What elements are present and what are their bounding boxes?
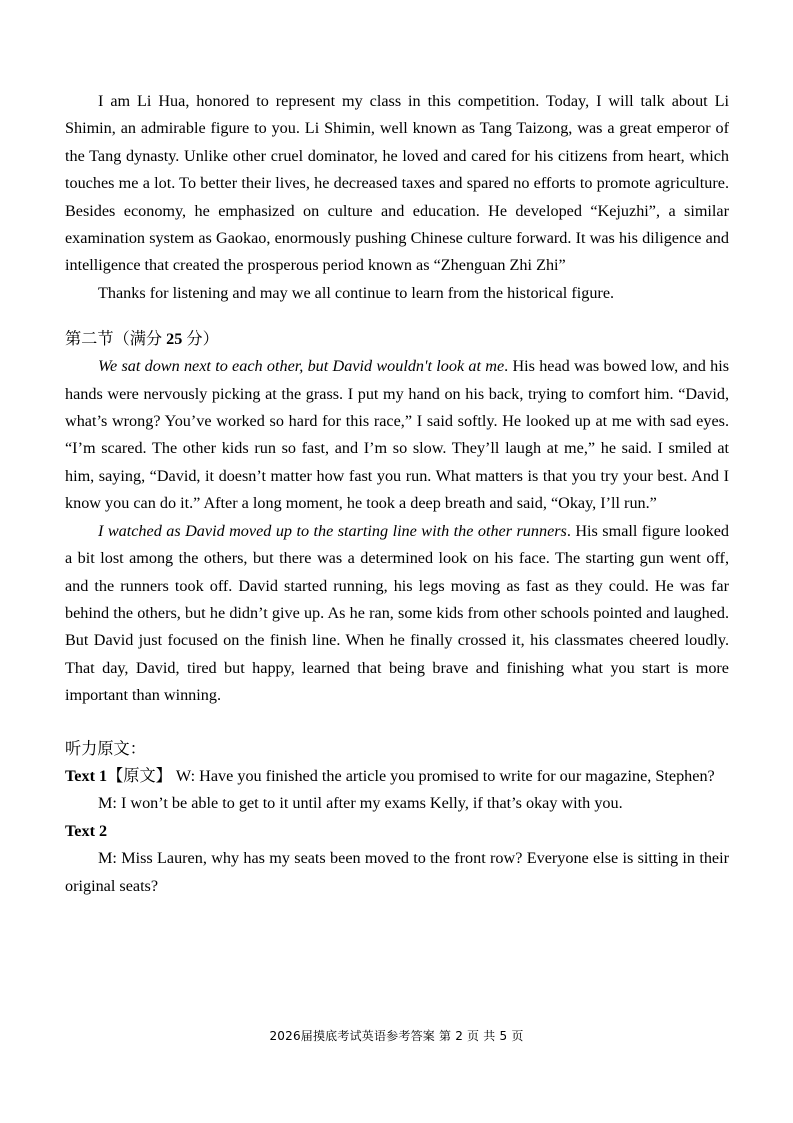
listening-text1	[65, 763, 729, 790]
section2-title-score: 25	[166, 330, 183, 349]
text1-man-line: M: I won’t be able to get to it until after my exams Kelly, if that’s okay with you.	[98, 794, 623, 813]
text1-tag: 【原文】	[107, 766, 172, 785]
continuation-rest-2: . His small figure looked a bit lost among the others, but there was a determined look on his face. The starting gun went off, and the runners took off. David started running, his legs moving as fast as they could. He was far behind the others, but he didn’t give up. As he ran, some kids from other schools pointed and laughed. But David just focused on the finish line. When he finally crossed it, his classmates cheered loudly. That day, David, tired but happy, learned that being brave and finishing what you start is more important than winning.	[65, 521, 729, 705]
continuation-paragraph-2	[65, 518, 729, 710]
continuation-paragraph-1	[65, 353, 729, 517]
text1-label: Text 1	[65, 766, 108, 785]
section2-title-prefix: 第二节（满分	[65, 330, 167, 349]
page-footer: 2026届摸底考试英语参考答案 第 2 页 共 5 页	[269, 1029, 524, 1043]
section2-title-suffix: 分）	[182, 330, 219, 349]
text1-woman-line: W: Have you finished the article you promised to write for our magazine, Stephen?	[171, 766, 715, 785]
document-body	[65, 88, 729, 900]
text2-label: Text 2	[65, 821, 108, 840]
text2-man-line: M: Miss Lauren, why has my seats been moved to the front row? Everyone else is sitting in their original seats?	[65, 849, 729, 895]
essay-paragraph-1: I am Li Hua, honored to represent my class in this competition. Today, I will talk about Li Shimin, an admirable figure to you. Li Shimin, well known as Tang Taizong, was a great emperor of the Tang dynasty. Unlike other cruel dominator, he loved and cared for his citizens from heart, which touches me a lot. To better their lives, he decreased taxes and spared no efforts to promote agriculture. Besides economy, he emphasized on culture and education. He developed “Kejuzhi”, a similar examination system as Gaokao, enormously pushing Chinese culture forward. It was his diligence and intelligence that created the prosperous period known as “Zhenguan Zhi Zhi”	[65, 92, 729, 275]
listening-heading: 听力原文：	[65, 739, 146, 758]
continuation-lead-2: I watched as David moved up to the starting line with the other runners	[98, 521, 567, 540]
section2-title	[65, 325, 729, 353]
continuation-lead-1: We sat down next to each other, but David wouldn't look at me	[98, 357, 505, 376]
continuation-rest-1: . His head was bowed low, and his hands were nervously picking at the grass. I put my hand on his back, trying to comfort him. “David, what’s wrong? You’ve worked so hard for this race,” I said softly. He looked up at me with sad eyes. “I’m scared. The other kids run so fast, and I’m so slow. They’ll laugh at me,” he said. I smiled at him, saying, “David, it doesn’t matter how fast you run. What matters is that you try your best. And I know you can do it.” After a long moment, he took a deep breath and said, “Okay, I’ll run.”	[65, 357, 729, 513]
essay-paragraph-2: Thanks for listening and may we all continue to learn from the historical figure.	[98, 283, 615, 302]
